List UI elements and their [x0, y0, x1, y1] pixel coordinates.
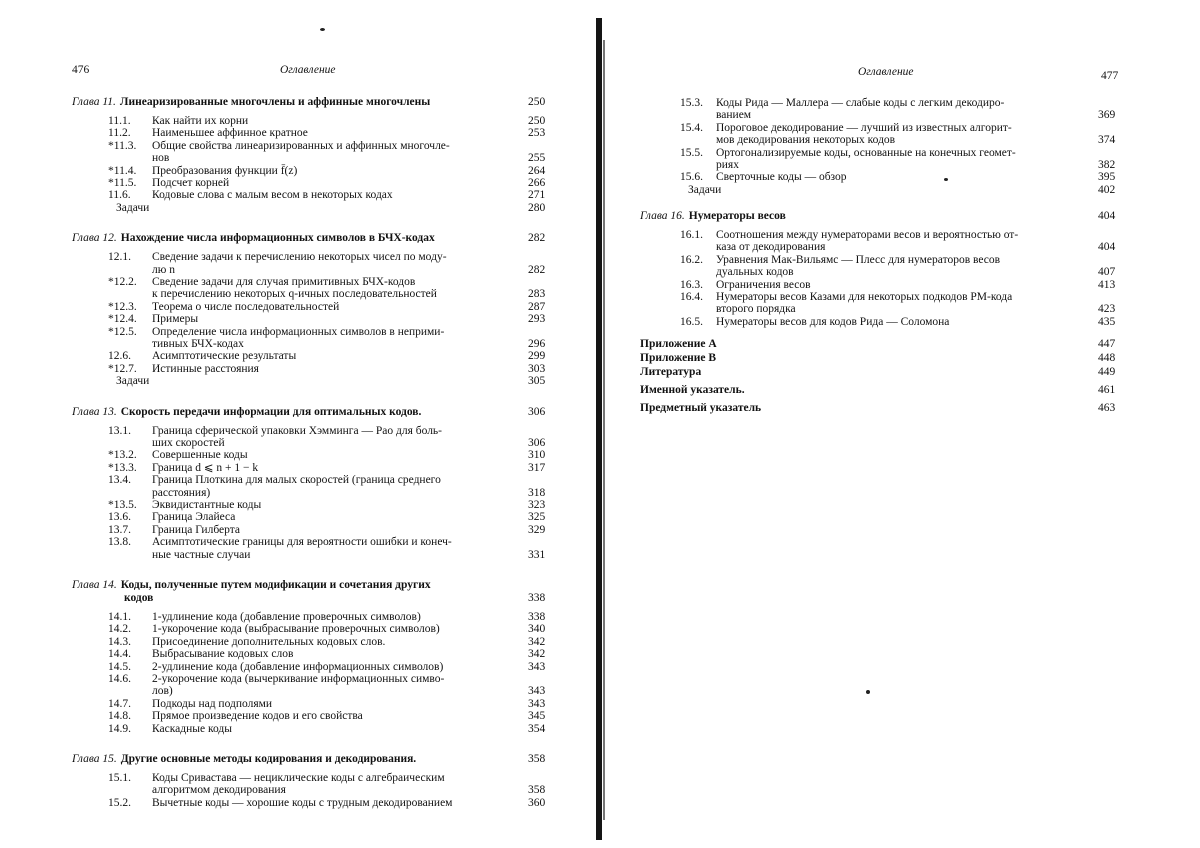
section-number: 11.1.: [108, 115, 131, 127]
section-title: Подкоды над подполями: [152, 697, 273, 710]
section-number: 16.2.: [680, 253, 703, 266]
section-page: 343: [528, 660, 546, 673]
section-number: 13.6.: [108, 511, 131, 524]
running-head-right: Оглавление: [858, 66, 914, 78]
section-number: 15.4.: [680, 121, 703, 134]
section-number: 14.4.: [108, 648, 131, 661]
section-page: 369: [1098, 109, 1116, 122]
section-number: *12.5.: [108, 325, 137, 338]
section-number: 15.2.: [108, 796, 131, 809]
chapter-label: Глава 14.: [72, 579, 117, 591]
section-page: 329: [528, 523, 546, 536]
section-title: Примеры: [152, 313, 199, 326]
section-page: 305: [528, 375, 546, 388]
chapter-title: Нумераторы весов: [688, 210, 786, 222]
section-page: 395: [1098, 171, 1116, 184]
section-number: *12.2.: [108, 276, 137, 288]
section-title: Нумераторы весов для кодов Рида — Соломона: [716, 315, 950, 328]
section-page: 283: [528, 288, 546, 301]
section-number: 12.6.: [108, 350, 131, 363]
chapter-heading: [640, 210, 786, 222]
section-page: 358: [528, 784, 546, 797]
section-title: Граница сферической упаковки Хэмминга — Рао для боль-: [152, 424, 443, 437]
page-number-right: 477: [1101, 70, 1119, 82]
section-title-cont: ших скоростей: [152, 437, 225, 449]
section-page: 342: [528, 635, 546, 648]
section-page: 423: [1098, 303, 1116, 316]
left-page: [0, 0, 598, 848]
section-page: 310: [528, 449, 546, 462]
book-spine: [596, 18, 602, 840]
section-page: 360: [528, 796, 546, 809]
section-page: 354: [528, 722, 546, 735]
section-page: 303: [528, 362, 546, 375]
section-number: 15.5.: [680, 146, 703, 159]
section-page: 299: [528, 350, 546, 363]
section-title: Сведение задачи для случая примитивных БЧХ-кодов: [152, 276, 416, 288]
section-number: 16.4.: [680, 291, 703, 303]
section-title-cont: дуальных кодов: [716, 266, 794, 279]
section-page: 325: [528, 511, 546, 524]
section-page: 296: [528, 338, 546, 350]
running-head-left: Оглавление: [280, 64, 336, 76]
scan-speck: [944, 178, 948, 181]
section-number: 14.2.: [108, 623, 131, 636]
section-title-cont: нов: [152, 152, 170, 165]
section-page: 345: [528, 710, 546, 723]
section-title: Уравнения Мак-Вильямс — Плесс для нумераторов весов: [716, 253, 1001, 266]
section-title: Вычетные коды — хорошие коды с трудным декодированием: [152, 796, 453, 809]
section-title: Общие свойства линеаризированных и аффинных многочле-: [152, 139, 450, 152]
appendix-page: 448: [1098, 352, 1116, 364]
appendix-page: 461: [1098, 384, 1116, 396]
appendix-title: Именной указатель.: [640, 384, 745, 396]
section-page: 306: [528, 437, 546, 449]
section-page: 402: [1098, 183, 1116, 196]
chapter-title: Скорость передачи информации для оптимальных кодов.: [120, 405, 422, 418]
section-number: 16.1.: [680, 229, 703, 241]
section-page: 318: [528, 486, 546, 499]
chapter-label: Глава 12.: [72, 232, 117, 245]
section-title: Подсчет корней: [152, 177, 230, 189]
section-title-cont: ванием: [716, 109, 752, 122]
section-title: Присоединение дополнительных кодовых слов.: [152, 635, 386, 648]
section-page: 250: [528, 115, 546, 127]
section-title: Эквидистантные коды: [152, 499, 262, 511]
section-number: *11.3.: [108, 139, 137, 152]
right-page: [606, 0, 1200, 848]
section-title: Граница Элайеса: [152, 511, 236, 524]
section-number: *11.4.: [108, 164, 137, 177]
chapter-label: Глава 16.: [640, 210, 685, 222]
section-page: 280: [528, 201, 546, 214]
section-page: 264: [528, 164, 546, 177]
section-number: 14.9.: [108, 722, 131, 735]
section-title-cont: ные частные случаи: [152, 548, 251, 561]
section-number: *13.2.: [108, 449, 137, 462]
section-title-cont: каза от декодирования: [716, 241, 826, 254]
section-title: Совершенные коды: [152, 449, 248, 462]
section-title: Кодовые слова с малым весом в некоторых кодах: [152, 189, 393, 202]
section-number: 14.3.: [108, 635, 131, 648]
chapter-label: Глава 15.: [72, 753, 117, 765]
section-number: 11.6.: [108, 189, 131, 202]
chapter-page: 404: [1098, 210, 1116, 222]
section-title: Пороговое декодирование — лучший из известных алгорит-: [716, 121, 1012, 134]
section-number: 11.2.: [108, 127, 131, 140]
section-page: 331: [528, 548, 546, 561]
section-page: 407: [1098, 266, 1116, 279]
section-number: 14.8.: [108, 710, 131, 723]
chapter-heading: [72, 96, 430, 108]
section-page: 382: [1098, 159, 1116, 171]
section-page: 266: [528, 177, 546, 189]
section-title: Выбрасывание кодовых слов: [152, 648, 294, 661]
section-number: 14.6.: [108, 673, 131, 685]
appendix-title: Предметный указатель: [640, 402, 762, 414]
section-title-cont: лов): [152, 685, 173, 698]
chapter-title: Линеаризированные многочлены и аффинные многочлены: [119, 96, 431, 108]
chapter-page: 306: [528, 405, 546, 418]
section-page: 435: [1098, 315, 1116, 328]
section-page: 293: [528, 313, 546, 326]
chapter-label: Глава 13.: [72, 405, 117, 418]
section-title: Сверточные коды — обзор: [716, 171, 847, 184]
section-page: 404: [1098, 241, 1116, 254]
section-number: 14.1.: [108, 611, 131, 623]
section-number: *13.5.: [108, 499, 137, 511]
chapter-title: Коды, полученные путем модификации и сочетания других: [120, 579, 431, 591]
section-title: Соотношения между нумераторами весов и вероятностью от-: [716, 229, 1019, 241]
section-number: *12.7.: [108, 362, 137, 375]
section-title: Наименьшее аффинное кратное: [152, 127, 308, 140]
section-title: Как найти их корни: [152, 115, 249, 127]
section-number: 13.4.: [108, 474, 131, 487]
section-title: Задачи: [116, 201, 150, 214]
chapter-heading: [72, 753, 416, 765]
chapter-page: 338: [528, 592, 546, 604]
section-number: 13.8.: [108, 536, 131, 549]
section-number: *13.3.: [108, 461, 137, 474]
appendix-title: Литература: [640, 366, 702, 378]
section-title: Граница Гилберта: [152, 523, 240, 536]
section-page: 271: [528, 189, 546, 202]
chapter-heading: [72, 232, 435, 244]
section-title: Сведение задачи к перечислению некоторых чисел по моду-: [152, 251, 447, 264]
book-spine-shadow: [603, 40, 605, 820]
section-number: *12.4.: [108, 313, 137, 326]
chapter-title: Нахождение числа информационных символов в БЧХ-кодах: [120, 232, 435, 245]
section-title: Ограничения весов: [716, 278, 811, 291]
section-number: 14.5.: [108, 660, 131, 673]
chapter-heading: [72, 406, 421, 418]
section-number: 13.1.: [108, 424, 131, 437]
section-title: Каскадные коды: [152, 722, 232, 735]
section-title: Асимптотические результаты: [152, 350, 297, 363]
section-title: Прямое произведение кодов и его свойства: [152, 710, 363, 723]
section-number: 15.3.: [680, 97, 703, 109]
section-title: Задачи: [688, 183, 722, 196]
scan-speck: [320, 28, 325, 31]
section-page: 323: [528, 499, 546, 511]
section-title: Коды Сривастава — нециклические коды с алгебраическим: [152, 772, 445, 784]
section-page: 343: [528, 697, 546, 710]
section-title: Преобразования функции f̄(z): [152, 164, 298, 177]
section-title: 2-удлинение кода (добавление информационных символов): [152, 660, 444, 673]
section-title: Граница d ⩽ n + 1 − k: [152, 461, 259, 474]
chapter-page: 282: [528, 232, 546, 245]
section-title-cont: мов декодирования некоторых кодов: [716, 134, 896, 147]
section-title: 1-укорочение кода (выбрасывание проверочных символов): [152, 623, 440, 636]
section-title: 1-удлинение кода (добавление проверочных символов): [152, 611, 421, 623]
scan-speck: [866, 690, 870, 694]
section-number: 14.7.: [108, 697, 131, 710]
section-page: 255: [528, 152, 546, 165]
section-title: Асимптотические границы для вероятности ошибки и конеч-: [152, 536, 452, 549]
section-number: *12.3.: [108, 300, 137, 313]
chapter-title-cont: кодов: [124, 592, 154, 604]
section-title: Определение числа информационных символов в неприми-: [152, 325, 445, 338]
section-title-cont: риях: [716, 159, 739, 171]
section-number: 13.7.: [108, 523, 131, 536]
section-title-cont: тивных БЧХ-кодах: [152, 338, 244, 350]
section-title-cont: к перечислению некоторых q-ичных последовательностей: [152, 288, 437, 301]
chapter-label: Глава 11.: [72, 96, 116, 108]
section-page: 282: [528, 263, 546, 276]
section-page: 374: [1098, 134, 1116, 147]
section-title: Истинные расстояния: [152, 362, 259, 375]
section-number: 15.1.: [108, 772, 131, 784]
section-page: 253: [528, 127, 546, 140]
appendix-title: Приложение А: [640, 338, 717, 350]
section-title: 2-укорочение кода (вычеркивание информационных симво-: [152, 673, 445, 685]
section-page: 338: [528, 611, 546, 623]
appendix-page: 449: [1098, 366, 1116, 378]
chapter-heading: [72, 579, 431, 591]
section-page: 317: [528, 461, 546, 474]
chapter-page: 250: [528, 96, 546, 108]
chapter-page: 358: [528, 753, 546, 765]
section-number: 12.1.: [108, 251, 131, 264]
section-title-cont: алгоритмом декодирования: [152, 784, 286, 797]
section-number: *11.5.: [108, 177, 137, 189]
appendix-page: 463: [1098, 402, 1116, 414]
section-number: 15.6.: [680, 171, 703, 184]
appendix-title: Приложение В: [640, 352, 717, 364]
section-title: Граница Плоткина для малых скоростей (граница среднего: [152, 474, 441, 487]
section-title: Нумераторы весов Казами для некоторых подкодов РМ-кода: [716, 291, 1013, 303]
section-title: Коды Рида — Маллера — слабые коды с легким декодиро-: [716, 97, 1005, 109]
section-title-cont: лю n: [152, 263, 175, 276]
section-title: Задачи: [116, 375, 150, 388]
section-page: 343: [528, 685, 546, 698]
appendix-page: 447: [1098, 338, 1116, 350]
section-number: 16.5.: [680, 315, 703, 328]
section-number: 16.3.: [680, 278, 703, 291]
section-title: Ортогонализируемые коды, основанные на конечных геомет-: [716, 146, 1016, 159]
section-page: 340: [528, 623, 546, 636]
page-number-left: 476: [72, 64, 90, 76]
section-title-cont: расстояния): [152, 486, 211, 499]
section-page: 342: [528, 648, 546, 661]
section-page: 413: [1098, 278, 1116, 291]
section-title: Теорема о числе последовательностей: [152, 300, 340, 313]
chapter-title: Другие основные методы кодирования и декодирования.: [120, 753, 417, 765]
section-title-cont: второго порядка: [716, 303, 796, 316]
section-page: 287: [528, 300, 546, 313]
